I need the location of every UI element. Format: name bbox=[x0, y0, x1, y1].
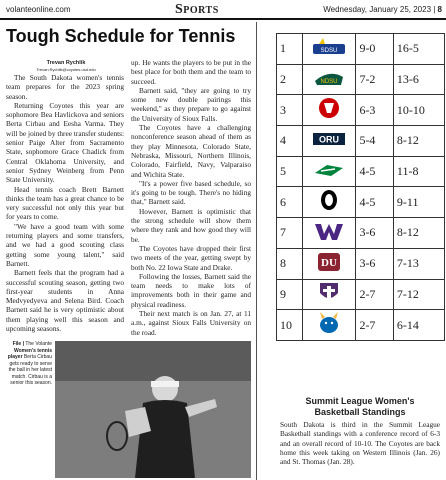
overall-record: 8-12 bbox=[393, 126, 444, 157]
caption-credit: The Volante bbox=[25, 341, 52, 347]
st-thomas-logo bbox=[303, 279, 356, 310]
paragraph: Barnett feels that the program had a successful scouting season, getting two first-year students in Anna Medvyedyeva and Selena Bird. Coach Barnett said he is very optimistic about them playing well this season and upcoming seasons. bbox=[6, 268, 124, 333]
western-illinois-logo bbox=[303, 218, 356, 249]
conference-record: 4-5 bbox=[356, 156, 393, 187]
paragraph: Their next match is on Jan. 27, at 11 a.m., against Sioux Falls University on the road. bbox=[131, 309, 251, 337]
date-line: Wednesday, January 25, 2023 | 8 bbox=[323, 5, 442, 14]
paragraph: "We have a good team with some returning players and some transfers, and we had a good scouting class getting some young talent," said Barnett. bbox=[6, 221, 124, 268]
standings-table bbox=[276, 33, 445, 341]
standings-rank: 10 bbox=[277, 310, 303, 341]
standings-rank: 8 bbox=[277, 248, 303, 279]
standings-rank: 3 bbox=[277, 95, 303, 126]
overall-record: 7-12 bbox=[393, 279, 444, 310]
usd-logo bbox=[303, 95, 356, 126]
paragraph: up. He wants the players to be put in the best place for both them and the team to succeed. bbox=[131, 58, 251, 86]
standings-rank: 2 bbox=[277, 64, 303, 95]
article-column-1 bbox=[6, 73, 124, 333]
standings-row bbox=[277, 279, 445, 310]
column-divider bbox=[256, 22, 257, 480]
ndsu-logo bbox=[303, 64, 356, 95]
jackrabbits-logo bbox=[303, 34, 356, 65]
conference-record: 7-2 bbox=[356, 64, 393, 95]
standings-summary: South Dakota is third in the Summit League Basketball standings with a conference record of 6-3 and an overall record of 10-10. The Coyotes are back home this week taking on Western Illinois (Jan. 26) and St. Thomas (Jan. 28). bbox=[280, 420, 440, 467]
article-headline: Tough Schedule for Tennis bbox=[6, 26, 236, 46]
standings-rank: 4 bbox=[277, 126, 303, 157]
tennis-player-illustration bbox=[55, 341, 251, 478]
standings-title bbox=[290, 396, 430, 418]
standings-row bbox=[277, 187, 445, 218]
standings-row bbox=[277, 310, 445, 341]
overall-record: 6-14 bbox=[393, 310, 444, 341]
caption-text: Berta Cirbau gets ready to serve the ball in her latest match. Cirbau is a senior this season. bbox=[8, 354, 52, 386]
und-logo bbox=[303, 156, 356, 187]
paragraph: The Coyotes have dropped their first two meets of the year, getting swept by both No. 22 Iowa State and Drake. bbox=[131, 243, 251, 272]
standings-row bbox=[277, 95, 445, 126]
byline-email[interactable]: Trevan.Rychlik@coyotes.usd.edu bbox=[36, 67, 96, 72]
photo-caption bbox=[6, 341, 52, 387]
site-url[interactable]: volanteonline.com bbox=[6, 5, 71, 14]
paragraph: Barnett said, "they are going to try some new double pairings this weekend," as they prepare to go against the University of Sioux Falls. bbox=[131, 85, 251, 123]
standings-row bbox=[277, 218, 445, 249]
paragraph: The Coyotes have a challenging nonconference season ahead of them as they play Minnesota, Colorado State, Nebraska, Missouri, Northern Illinois, Colorado, Fairfield, Navy, Valparaiso and Wichita State. bbox=[131, 123, 251, 179]
standings-title-line2: Basketball Standings bbox=[314, 407, 406, 417]
standings-row bbox=[277, 64, 445, 95]
section-title: Sports bbox=[175, 2, 219, 17]
header-rule bbox=[0, 18, 446, 20]
conference-record: 6-3 bbox=[356, 95, 393, 126]
tennis-player-photo bbox=[55, 341, 251, 478]
paragraph: Returning Coyotes this year are sophomore Bea Havlickova and seniors Berta Cirbau and Eesha Varma. They will be joined by three transfer students: senior Paige Alter from Sacramento State, sophomore Grace Chadick from Central Oklahoma University, and senior Sydney Weinberg from Penn State University. bbox=[6, 100, 124, 185]
overall-record: 9-11 bbox=[393, 187, 444, 218]
standings-row bbox=[277, 126, 445, 157]
caption-label: File | bbox=[12, 341, 24, 347]
overall-record: 13-6 bbox=[393, 64, 444, 95]
oru-logo bbox=[303, 126, 356, 157]
conference-record: 5-4 bbox=[356, 126, 393, 157]
paragraph: Following the losses, Barnett said the team needs to make lots of improvements both in their game and physical readiness. bbox=[131, 271, 251, 309]
standings-rank: 5 bbox=[277, 156, 303, 187]
caption-bold: Women's tennis player bbox=[7, 347, 52, 360]
standings-row bbox=[277, 156, 445, 187]
svg-text:NDSU: NDSU bbox=[320, 78, 338, 85]
conference-record: 3-6 bbox=[356, 218, 393, 249]
standings-rank: 1 bbox=[277, 34, 303, 65]
conference-record: 4-5 bbox=[356, 187, 393, 218]
page-number: 8 bbox=[437, 5, 442, 14]
overall-record: 7-13 bbox=[393, 248, 444, 279]
svg-text:SDSU: SDSU bbox=[320, 47, 338, 54]
overall-record: 16-5 bbox=[393, 34, 444, 65]
paragraph: Head tennis coach Brett Barnett thinks the team has a great chance to be very successful not only this year but for years to come. bbox=[6, 184, 124, 222]
svg-text:DU: DU bbox=[321, 256, 338, 269]
standings-rank: 7 bbox=[277, 218, 303, 249]
issue-date: Wednesday, January 25, 2023 bbox=[323, 5, 432, 14]
byline-author: Trevan Rychlik bbox=[46, 60, 86, 66]
denver-logo bbox=[303, 248, 356, 279]
paragraph: "It's a power five based schedule, so it's going to be tough. There's no hiding that," Barnett said. bbox=[131, 178, 251, 207]
standings-rank: 9 bbox=[277, 279, 303, 310]
standings-row bbox=[277, 248, 445, 279]
standings-title-line1: Summit League Women's bbox=[305, 396, 415, 406]
kansas-city-logo bbox=[303, 310, 356, 341]
byline bbox=[6, 60, 126, 72]
overall-record: 10-10 bbox=[393, 95, 444, 126]
conference-record: 2-7 bbox=[356, 279, 393, 310]
article-column-2 bbox=[131, 58, 251, 348]
standings-row bbox=[277, 34, 445, 65]
overall-record: 8-12 bbox=[393, 218, 444, 249]
paragraph: However, Barnett is optimistic that the strong schedule will show them where they rank and how good they will be. bbox=[131, 206, 251, 244]
paragraph: The South Dakota women's tennis team prepares for the 2023 spring season. bbox=[6, 73, 124, 101]
standings-rank: 6 bbox=[277, 187, 303, 218]
overall-record: 11-8 bbox=[393, 156, 444, 187]
conference-record: 3-6 bbox=[356, 248, 393, 279]
conference-record: 2-7 bbox=[356, 310, 393, 341]
svg-text:ORU: ORU bbox=[319, 134, 340, 145]
omaha-logo bbox=[303, 187, 356, 218]
conference-record: 9-0 bbox=[356, 34, 393, 65]
